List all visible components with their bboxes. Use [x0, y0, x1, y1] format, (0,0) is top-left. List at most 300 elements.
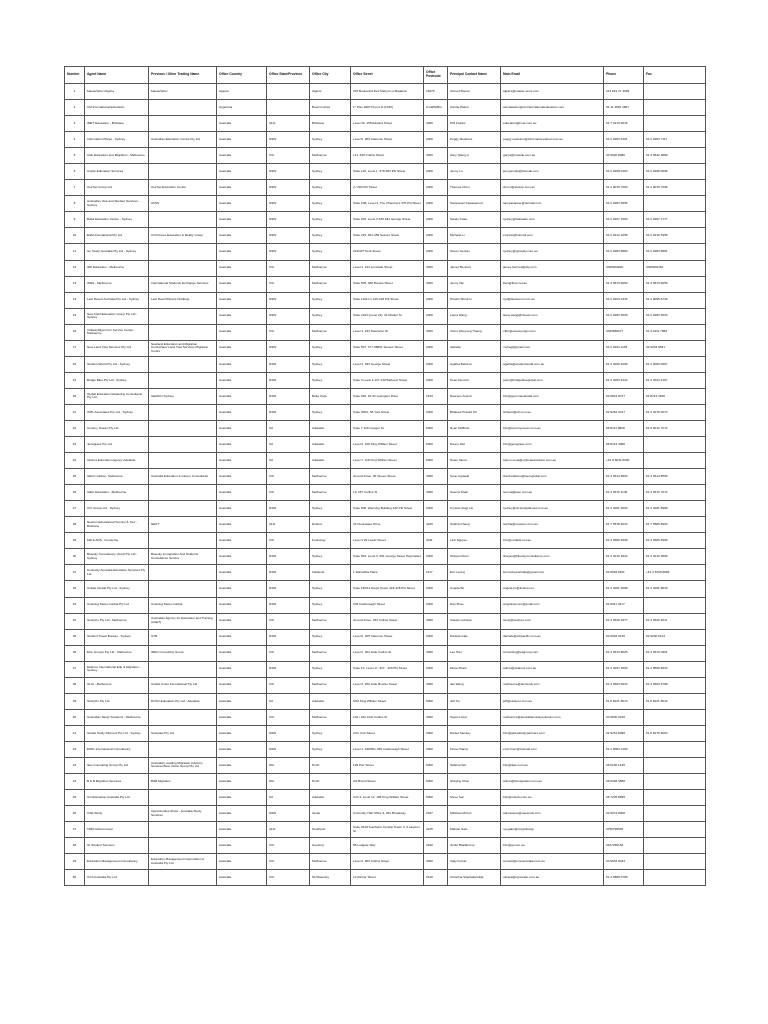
table-row: [65, 838, 706, 854]
cell-office-street: 12 Alinzer Street: [351, 870, 424, 886]
cell-office-postcode: 3000: [424, 485, 448, 501]
cell-agent-name: IHES - Melbourne: [85, 276, 149, 292]
cell-principal-contact: Mona Khare: [448, 661, 501, 677]
cell-principal-contact: Sampavan Kawasamutt: [448, 196, 501, 212]
cell-office-city: Sydney: [310, 581, 351, 597]
cell-fax: [644, 806, 706, 822]
cell-principal-contact: Agatha Bellorus: [448, 356, 501, 372]
cell-agent-name: Jenagrace Pty Ltd: [85, 437, 149, 453]
table-row: [65, 180, 706, 196]
cell-principal-contact: Jeff Xu: [448, 693, 501, 709]
cell-agent-name: MasterWorc Algeria: [85, 84, 149, 100]
cell-office-postcode: 2000: [424, 629, 448, 645]
table-row: [65, 244, 706, 260]
cell-fax: 61 3 9663 5788: [644, 677, 706, 693]
header-office-postcode: Office Postcode: [424, 67, 448, 84]
cell-office-postcode: 2000: [424, 180, 448, 196]
cell-main-email: laura.wang@nfeedu.com: [501, 308, 604, 324]
cell-office-city: Adelaide: [310, 693, 351, 709]
cell-previous-name: DOSV Education Pty Ltd - Adelaide: [149, 693, 217, 709]
cell-previous-name: [149, 870, 217, 886]
cell-principal-contact: Sandy Kwan: [448, 212, 501, 228]
cell-main-email: jennyample@hotmail.com: [501, 164, 604, 180]
cell-office-state: VIC: [267, 324, 310, 340]
cell-phone: 61 2 8079 7000: [604, 180, 644, 196]
cell-previous-name: Amazing Meteo Global: [149, 597, 217, 613]
cell-previous-name: Australia Education & Career Consultants: [149, 469, 217, 485]
cell-office-postcode: 5000: [424, 420, 448, 436]
cell-office-postcode: 2000: [424, 132, 448, 148]
cell-agent-name: Uni Education Australia Pty Ltd: [85, 790, 149, 806]
cell-agent-name: Global Study Partners Pty Ltd - Sydney: [85, 725, 149, 741]
cell-principal-contact: Peggy Medeiros: [448, 132, 501, 148]
cell-office-street: Level 3, 250 Little Bourke Street: [351, 677, 424, 693]
cell-office-country: Australia: [217, 388, 267, 404]
table-row: [65, 693, 706, 709]
cell-office-street: Level 6, 108 King William Street: [351, 437, 424, 453]
cell-agent-name: Bridge Blue Pty Ltd - Sydney: [85, 372, 149, 388]
cell-principal-contact: Angela Bo: [448, 581, 501, 597]
cell-fax: [644, 437, 706, 453]
cell-fax: [644, 757, 706, 773]
cell-office-country: Australia: [217, 116, 267, 132]
cell-main-email: emplus@hotmail.com: [501, 228, 604, 244]
cell-number: 31: [65, 565, 85, 581]
cell-office-country: Australia: [217, 132, 267, 148]
cell-office-state: NSW: [267, 308, 310, 324]
cell-office-postcode: 5000: [424, 790, 448, 806]
cell-previous-name: [149, 308, 217, 324]
cell-number: 9: [65, 212, 85, 228]
cell-office-state: WA: [267, 774, 310, 790]
cell-principal-contact: Fiona Huang: [448, 741, 501, 757]
cell-office-country: Australia: [217, 581, 267, 597]
cell-principal-contact: Eric Leung: [448, 565, 501, 581]
cell-office-state: SA: [267, 453, 310, 469]
cell-office-city: Bella Vista: [310, 388, 351, 404]
cell-office-postcode: 2000: [424, 228, 448, 244]
cell-office-state: NSW: [267, 629, 310, 645]
cell-agent-name: StudyCo Pty Ltd - Melbourne: [85, 613, 149, 629]
cell-office-street: L11, 530 Collins Street: [351, 148, 424, 164]
cell-fax: [644, 453, 706, 469]
cell-office-state: SA: [267, 693, 310, 709]
cell-phone: 61 7 3210 6015: [604, 116, 644, 132]
cell-office-state: NSW: [267, 404, 310, 420]
cell-main-email: gary.li@myaide.com.au: [501, 148, 604, 164]
cell-number: 44: [65, 774, 85, 790]
header-number: Number: [65, 67, 85, 84]
cell-previous-name: [149, 741, 217, 757]
cell-office-state: NSW: [267, 581, 310, 597]
cell-previous-name: [149, 485, 217, 501]
header-office-city: Office City: [310, 67, 351, 84]
cell-office-street: Unit 4, Level 12, 108 King William Street: [351, 790, 424, 806]
cell-main-email: agatha@studentworld.com.au: [501, 356, 604, 372]
cell-phone: 61 2 8084 3150: [604, 741, 644, 757]
cell-number: 28: [65, 517, 85, 533]
table-row: [65, 388, 706, 404]
cell-principal-contact: Matthew Mcivor: [448, 806, 501, 822]
cell-office-postcode: 3000: [424, 324, 448, 340]
cell-office-city: Melbourne: [310, 854, 351, 870]
cell-number: 37: [65, 661, 85, 677]
cell-agent-name: Last Resort Australia Pty Ltd - Sydney: [85, 292, 149, 308]
cell-main-email: contact@emcaustralia.com.au: [501, 854, 604, 870]
cell-agent-name: B & B Migration Services: [85, 774, 149, 790]
cell-agent-name: IDP Education - Melbourne: [85, 260, 149, 276]
cell-phone: 61 2 9264 1333: [604, 292, 644, 308]
cell-office-country: Australia: [217, 420, 267, 436]
cell-number: 26: [65, 485, 85, 501]
cell-office-city: Sydney: [310, 132, 351, 148]
cell-agent-name: Kentucky Australia Education Services Pty Ltd: [85, 565, 149, 581]
cell-agent-name: New Field Education Group Pty Ltd - Sydney: [85, 308, 149, 324]
cell-office-state: NSW: [267, 196, 310, 212]
cell-office-state: NSW: [267, 340, 310, 356]
table-row: [65, 806, 706, 822]
cell-fax: 61 3 9689 3966: [644, 533, 706, 549]
cell-office-state: SA: [267, 790, 310, 806]
cell-office-city: Glebe: [310, 806, 351, 822]
cell-main-email: sophia@newtons.com.au: [501, 517, 604, 533]
cell-principal-contact: Jenny Tan: [448, 276, 501, 292]
cell-previous-name: [149, 501, 217, 517]
cell-office-city: Algiers: [310, 84, 351, 100]
cell-fax: 61 2 9281 8818: [644, 581, 706, 597]
cell-office-postcode: 3000: [424, 260, 448, 276]
cell-office-street: Suite 10B, Level 3, The Chambers 370 Pitt Street: [351, 196, 424, 212]
table-row: [65, 340, 706, 356]
cell-office-country: Australia: [217, 292, 267, 308]
cell-office-city: Sydney: [310, 340, 351, 356]
cell-phone: 0756795945: [604, 822, 644, 838]
cell-office-street: Level 16, 155 Edward Street: [351, 116, 424, 132]
cell-office-city: Perth: [310, 774, 351, 790]
cell-office-city: Footscray: [310, 533, 351, 549]
table-row: [65, 132, 706, 148]
cell-principal-contact: Naureen Anand: [448, 388, 501, 404]
cell-office-street: Level 1, 448/351-355 Castlereagh Street: [351, 741, 424, 757]
cell-office-city: Melbourne: [310, 645, 351, 661]
cell-office-city: Sydney: [310, 212, 351, 228]
cell-fax: [644, 709, 706, 725]
cell-number: 32: [65, 581, 85, 597]
cell-principal-contact: Jenny Lu: [448, 164, 501, 180]
cell-office-country: Australia: [217, 244, 267, 260]
cell-fax: 61 2 8079 7099: [644, 180, 706, 196]
cell-main-email: nyugaku@tmrglobal.jp: [501, 822, 604, 838]
cell-office-postcode: 6000: [424, 757, 448, 773]
cell-number: 7: [65, 180, 85, 196]
cell-office-country: Australia: [217, 613, 267, 629]
cell-main-email: chen.t@austop.com.au: [501, 180, 604, 196]
cell-previous-name: [149, 244, 217, 260]
cell-phone: 61 3 9614 8900: [604, 469, 644, 485]
cell-phone: 61 3 9670 6050: [604, 276, 644, 292]
cell-office-city: Sydney: [310, 292, 351, 308]
cell-fax: [644, 822, 706, 838]
cell-agent-name: TMR Global Group: [85, 822, 149, 838]
cell-office-country: Australia: [217, 501, 267, 517]
header-office-state: Office State/Province: [267, 67, 310, 84]
cell-office-state: NSW: [267, 356, 310, 372]
cell-office-city: Melbourne: [310, 260, 351, 276]
cell-office-street: Level 1 29 Leeds Street: [351, 533, 424, 549]
table-row: [65, 116, 706, 132]
cell-principal-contact: Sabrina Wu: [448, 757, 501, 773]
cell-main-email: info@centuryocean.com.au: [501, 420, 604, 436]
cell-phone: 61 3 9689 3606: [604, 533, 644, 549]
cell-office-country: Australia: [217, 180, 267, 196]
cell-fax: [644, 100, 706, 116]
cell-office-city: Sydney: [310, 725, 351, 741]
cell-office-street: University Hall Office 9, 281 Broadway: [351, 806, 424, 822]
cell-main-email: melbourne@auzstudy.com: [501, 677, 604, 693]
cell-agent-name: Global Education Marketing Consultants Pty Ltd: [85, 388, 149, 404]
cell-previous-name: [149, 148, 217, 164]
cell-previous-name: [149, 372, 217, 388]
cell-main-email: jeff@studyoz.com.au: [501, 693, 604, 709]
cell-office-city: Melbourne: [310, 613, 351, 629]
table-header-row: [65, 67, 706, 84]
cell-principal-contact: Isabella: [448, 340, 501, 356]
cell-number: 40: [65, 709, 85, 725]
cell-phone: 61 7 5578 8223: [604, 517, 644, 533]
cell-principal-contact: Daniela Gale: [448, 629, 501, 645]
cell-number: 43: [65, 757, 85, 773]
cell-agent-name: Century Ocean Pty Ltd: [85, 420, 149, 436]
header-agent-name: Agent Name: [85, 67, 149, 84]
cell-phone: 61 2 9212 1658: [604, 228, 644, 244]
cell-office-postcode: 2153: [424, 388, 448, 404]
cell-fax: 61 2 9334 4197: [644, 372, 706, 388]
cell-agent-name: ECL Groups Pty Ltd - Melbourne: [85, 645, 149, 661]
cell-agent-name: E&M International Pty Ltd: [85, 228, 149, 244]
cell-principal-contact: Crystal (Jing) Liu: [448, 501, 501, 517]
cell-agent-name: CCA Australia Pty Ltd: [85, 870, 149, 886]
cell-principal-contact: Sonu Agrawal: [448, 469, 501, 485]
cell-office-city: Sydney: [310, 244, 351, 260]
cell-fax: 02 9033 8831: [644, 340, 706, 356]
cell-office-street: 321/307 Kent Street: [351, 244, 424, 260]
cell-number: 49: [65, 854, 85, 870]
table-row: [65, 469, 706, 485]
cell-office-country: Australia: [217, 549, 267, 565]
cell-office-country: Australia: [217, 854, 267, 870]
cell-previous-name: AVSS: [149, 196, 217, 212]
cell-office-state: NSW: [267, 132, 310, 148]
cell-office-country: Australia: [217, 469, 267, 485]
cell-office-city: Melbourne: [310, 709, 351, 725]
cell-office-city: Sydney: [310, 164, 351, 180]
cell-office-country: Australia: [217, 709, 267, 725]
cell-number: 22: [65, 420, 85, 436]
cell-office-street: Suite 502, Level 3, 661 George Street Haymarket: [351, 549, 424, 565]
cell-office-city: Sydney: [310, 549, 351, 565]
cell-office-street: Suite 508, Wanning Building 432 Pitt Street: [351, 501, 424, 517]
cell-office-postcode: 3000: [424, 276, 448, 292]
table-body: [65, 84, 706, 886]
cell-office-state: VIC: [267, 533, 310, 549]
cell-office-postcode: 2000: [424, 212, 448, 228]
cell-principal-contact: Bhabani Prasad Oli: [448, 404, 501, 420]
cell-fax: 61 2 9268 0099: [644, 164, 706, 180]
cell-principal-contact: Justin Blackburne: [448, 838, 501, 854]
cell-office-city: Sydney: [310, 356, 351, 372]
cell-phone: 02 8011 3417: [604, 597, 644, 613]
cell-previous-name: NEST: [149, 517, 217, 533]
cell-office-city: Southport: [310, 822, 351, 838]
cell-main-email: algiers@master-worc.com: [501, 84, 604, 100]
cell-agent-name: EMIC International Consultancy: [85, 741, 149, 757]
cell-office-postcode: 3000: [424, 854, 448, 870]
cell-office-state: NSW: [267, 741, 310, 757]
cell-office-postcode: 3011: [424, 533, 448, 549]
cell-agent-name: Bluesky Consultancy (Aust) Pty Ltd - Sydney: [85, 549, 149, 565]
cell-office-city: Sydney: [310, 629, 351, 645]
table-row: [65, 725, 706, 741]
table-row: [65, 774, 706, 790]
cell-previous-name: [149, 453, 217, 469]
cell-office-state: [267, 100, 310, 116]
cell-number: 8: [65, 196, 85, 212]
table-row: [65, 324, 706, 340]
table-row: [65, 581, 706, 597]
cell-office-postcode: 2000: [424, 501, 448, 517]
cell-office-country: Australia: [217, 870, 267, 886]
cell-previous-name: [149, 212, 217, 228]
cell-office-postcode: 2000: [424, 244, 448, 260]
cell-number: 25: [65, 469, 85, 485]
cell-previous-name: Bluesky Immigration And Students Consultance Service: [149, 549, 217, 565]
cell-office-state: NSW: [267, 372, 310, 388]
cell-office-city: Sydney: [310, 308, 351, 324]
cell-previous-name: [149, 164, 217, 180]
table-row: [65, 629, 706, 645]
table-row: [65, 677, 706, 693]
cell-agent-name: AusTop Group Ltd: [85, 180, 149, 196]
cell-previous-name: Education Management Corporation of Australia Pty Ltd: [149, 854, 217, 870]
cell-office-city: Buenos Aires: [310, 100, 351, 116]
cell-office-postcode: 2000: [424, 308, 448, 324]
cell-phone: +61 8 8231 8000: [604, 453, 644, 469]
cell-previous-name: AuzEd Unitol International Pty Ltd: [149, 677, 217, 693]
cell-office-state: NSW: [267, 292, 310, 308]
cell-principal-contact: Tegan Lloyd: [448, 709, 501, 725]
cell-principal-contact: Shinjing Chen: [448, 774, 501, 790]
table-row: [65, 356, 706, 372]
cell-main-email: sampavanker@hotmail.com: [501, 196, 604, 212]
cell-fax: 61 2 9283 3023: [644, 308, 706, 324]
cell-office-street: 216 Boulevard Des Martyrs el Madania: [351, 84, 424, 100]
cell-office-street: Suite 215, 451-459 Sussex Street: [351, 228, 424, 244]
cell-office-postcode: 3000: [424, 148, 448, 164]
cell-phone: 61 2 9283 6161: [604, 132, 644, 148]
cell-office-street: Suite 2103 (Level 21), 31 Market St: [351, 308, 424, 324]
cell-office-street: 85 Ludgate Way: [351, 838, 424, 854]
cell-office-country: Australia: [217, 757, 267, 773]
cell-agent-name: Australian Study Solutions - Melbourne: [85, 709, 149, 725]
cell-fax: [644, 741, 706, 757]
cell-agent-name: IMET Education - Brisbane: [85, 116, 149, 132]
cell-office-street: Suite 19, Level 17, 327 - 329 Pitt Street: [351, 661, 424, 677]
cell-number: 50: [65, 870, 85, 886]
cell-office-city: Oatlands: [310, 565, 351, 581]
cell-fax: 61 2 9212 5458: [644, 228, 706, 244]
cell-office-street: Suite 1102 L1 416-418 Pitt Street: [351, 292, 424, 308]
cell-office-street: Level 5, 280 Clarence Street: [351, 132, 424, 148]
cell-principal-contact: Laura Wang: [448, 308, 501, 324]
cell-main-email: sydney@gostudy.com.au: [501, 244, 604, 260]
cell-number: 27: [65, 501, 85, 517]
cell-agent-name: GI Student Services: [85, 838, 149, 854]
cell-office-city: Robina: [310, 517, 351, 533]
cell-principal-contact: Makoto Sato: [448, 822, 501, 838]
cell-agent-name: Information Planet - Sydney: [85, 132, 149, 148]
cell-principal-contact: Linh Nguyen: [448, 533, 501, 549]
cell-office-street: Level 3, 234 Swanston St: [351, 324, 424, 340]
header-previous-name: Previous / Other Trading Name: [149, 67, 217, 84]
cell-office-country: Australia: [217, 741, 267, 757]
table-row: [65, 822, 706, 838]
cell-number: 10: [65, 228, 85, 244]
cell-fax: 02 9290 6123: [644, 629, 706, 645]
cell-phone: 61 2 9267 1500: [604, 212, 644, 228]
cell-office-city: Adelaide: [310, 790, 351, 806]
cell-agent-name: New Land Visa Services Pty Ltd: [85, 340, 149, 356]
cell-principal-contact: Simon Geotan: [448, 244, 501, 260]
cell-phone: 61 3 9629 2977: [604, 613, 644, 629]
cell-previous-name: Opportunities Africa - Australia Study Services: [149, 806, 217, 822]
cell-main-email: okrapa@cgnuvate.com.au: [501, 870, 604, 886]
cell-office-street: 1 Warrabba Place: [351, 565, 424, 581]
cell-office-state: [267, 84, 310, 100]
cell-office-postcode: 3000: [424, 709, 448, 725]
cell-fax: [644, 870, 706, 886]
cell-previous-name: GEMCO Sydney: [149, 388, 217, 404]
cell-main-email: kentuckyaustralia@gmail.com: [501, 565, 604, 581]
cell-office-postcode: 2000: [424, 164, 448, 180]
cell-principal-contact: Michelle Li: [448, 228, 501, 244]
header-office-country: Office Country: [217, 67, 267, 84]
cell-phone: 03 9620 8986: [604, 148, 644, 164]
cell-fax: 61 3 9670 6056: [644, 276, 706, 292]
cell-main-email: info@uniedu.com.au: [501, 790, 604, 806]
header-office-street: Office Street: [351, 67, 424, 84]
cell-office-city: Melbourne: [310, 677, 351, 693]
cell-phone: 02 8824 8377: [604, 388, 644, 404]
cell-number: 29: [65, 533, 85, 549]
table-row: [65, 420, 706, 436]
table-row: [65, 228, 706, 244]
cell-agent-name: Optima Education Agency Adelaide: [85, 453, 149, 469]
cell-fax: [644, 774, 706, 790]
cell-office-street: Suite 620, 16-32 Lexington Drive: [351, 388, 424, 404]
cell-office-state: QLD: [267, 517, 310, 533]
cell-office-state: NSW: [267, 549, 310, 565]
table-row: [65, 661, 706, 677]
cell-office-postcode: 5000: [424, 693, 448, 709]
cell-office-country: Australia: [217, 276, 267, 292]
cell-agent-name: Amazing Meteo Global Pty Ltd: [85, 597, 149, 613]
cell-phone: 61 2 9264 1153: [604, 340, 644, 356]
cell-office-state: VIC: [267, 645, 310, 661]
cell-agent-name: Newton Educational Service & Tour - Brisbane: [85, 517, 149, 533]
cell-office-state: SA: [267, 437, 310, 453]
cell-principal-contact: Ryan McBride: [448, 420, 501, 436]
cell-office-state: SA: [267, 420, 310, 436]
